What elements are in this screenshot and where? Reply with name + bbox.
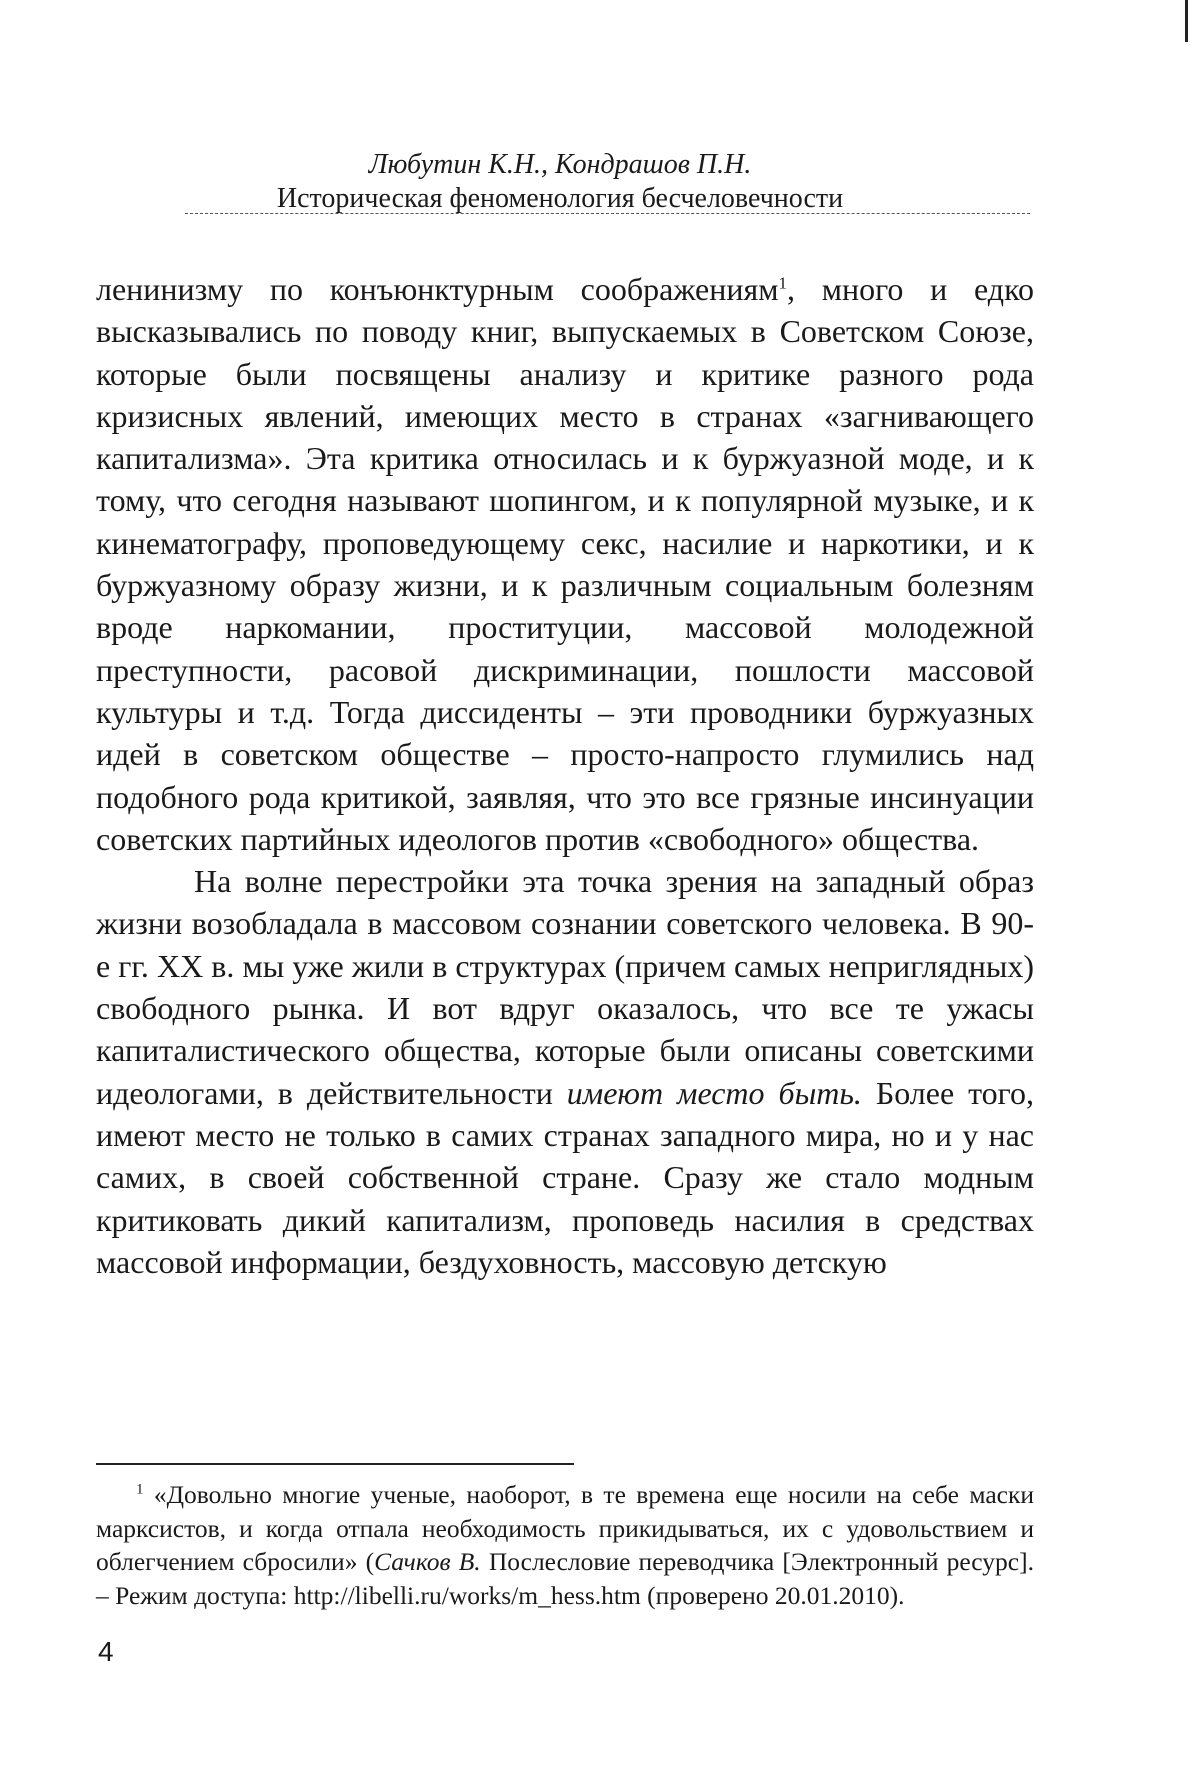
footnote-marker: 1 bbox=[136, 1481, 144, 1498]
paragraph-1-start: ленинизму по конъюнктурным соображениям bbox=[96, 271, 779, 307]
footnote-reference: 1 bbox=[778, 273, 787, 293]
running-header bbox=[200, 148, 920, 216]
header-title: Историческая феноменология бесчеловечности bbox=[276, 183, 844, 214]
header-authors: Любутин К.Н., Кондрашов П.Н. bbox=[368, 149, 752, 180]
paragraph-2-emphasis: имеют место быть. bbox=[566, 1074, 862, 1111]
footnote bbox=[96, 1478, 1034, 1612]
paragraph-1 bbox=[96, 268, 1034, 860]
paragraph-2-start: На волне перестройки эта точка зрения на западный образ жизни возобладала в массовом сознании советского человека. В 90-е гг. XX в. мы уже жили в структурах (причем самых неприглядных) свободного рынка. И вот вдруг оказалось, что все те ужасы капиталистического общества, которые были описаны советскими идеологами, в действительности bbox=[96, 863, 1034, 1111]
page-number: 4 bbox=[98, 1636, 114, 1667]
footnote-text bbox=[96, 1478, 1034, 1612]
paragraph-2 bbox=[96, 860, 1034, 1283]
paragraph-2-rest: Более того, имеют место не только в самих странах западного мира, но и у нас самих, в своей собственной стране. Сразу же стало модным критиковать дикий капитализм, проповедь насилия в средствах массовой информации, бездуховность, массовую детскую bbox=[96, 1074, 1035, 1280]
footnote-author: Сачков В. bbox=[374, 1547, 481, 1576]
page-edge-mark bbox=[1185, 0, 1188, 42]
paragraph-1-rest: , много и едко высказывались по поводу книг, выпускаемых в Советском Союзе, которые были посвящены анализу и критике разного рода кризисных явлений, имеющих место в странах «загнивающего капитализма». Эта критика относилась и к буржуазной моде, и к тому, что сегодня называют шопингом, и к популярной музыке, и к кинематографу, проповедующему секс, насилие и наркотики, и к буржуазному образу жизни, и к различным социальным болезням вроде наркомании, проституции, массовой молодежной преступности, расовой дискриминации, пошлости массовой культуры и т.д. Тогда диссиденты – эти проводники буржуазных идей в советском обществе – просто-напросто глумились над подобного рода критикой, заявляя, что это все грязные инсинуации советских партийных идеологов против «свободного» общества. bbox=[96, 271, 1035, 857]
footnote-text-rest: Послесловие переводчика [Электронный ресурс]. – Режим доступа: http://libelli.ru/works/m_hess.htm (проверено 20.01.2010). bbox=[96, 1547, 1034, 1610]
footnote-text-start: «Довольно многие ученые, наоборот, в те времена еще носили на себе маски марксистов, и когда отпала необходимость прикидываться, их с удовольствием и облегчением сбросили» ( bbox=[96, 1480, 1034, 1576]
header-rule bbox=[185, 213, 1030, 214]
main-text bbox=[96, 268, 1034, 1283]
footnote-rule bbox=[96, 1463, 574, 1465]
